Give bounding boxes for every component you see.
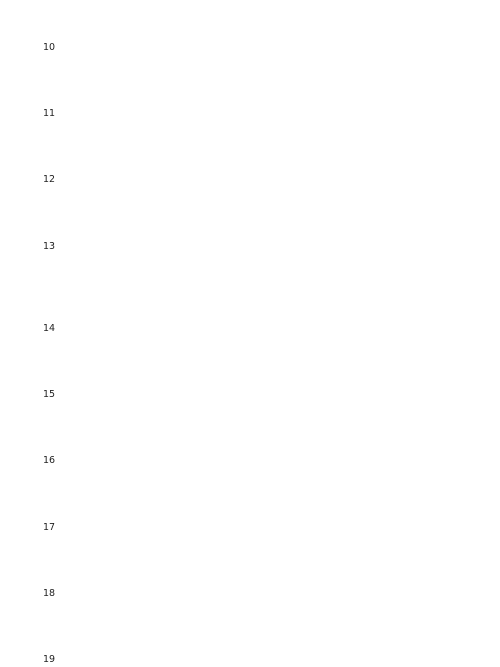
entry-number: 10	[43, 42, 56, 53]
entry-16	[24, 453, 476, 468]
entry-number: 15	[43, 389, 56, 401]
entry-11	[24, 106, 476, 121]
entry-number: 17	[43, 521, 56, 533]
entry-number: 11	[43, 108, 56, 120]
entry-14	[24, 321, 476, 336]
entry-13-continued	[24, 290, 476, 305]
entry-number: 12	[43, 174, 56, 186]
entry-15	[24, 387, 476, 402]
entry-13	[24, 239, 476, 254]
entry-number: 16	[43, 455, 56, 467]
entry-number: 14	[43, 323, 56, 335]
entry-19	[24, 652, 476, 667]
entry-10	[24, 40, 476, 55]
entry-number: 13	[43, 240, 56, 252]
entry-number: 18	[43, 587, 56, 599]
entry-number: 19	[43, 654, 56, 666]
entry-17	[24, 520, 476, 535]
entry-12	[24, 172, 476, 187]
entry-18	[24, 586, 476, 601]
